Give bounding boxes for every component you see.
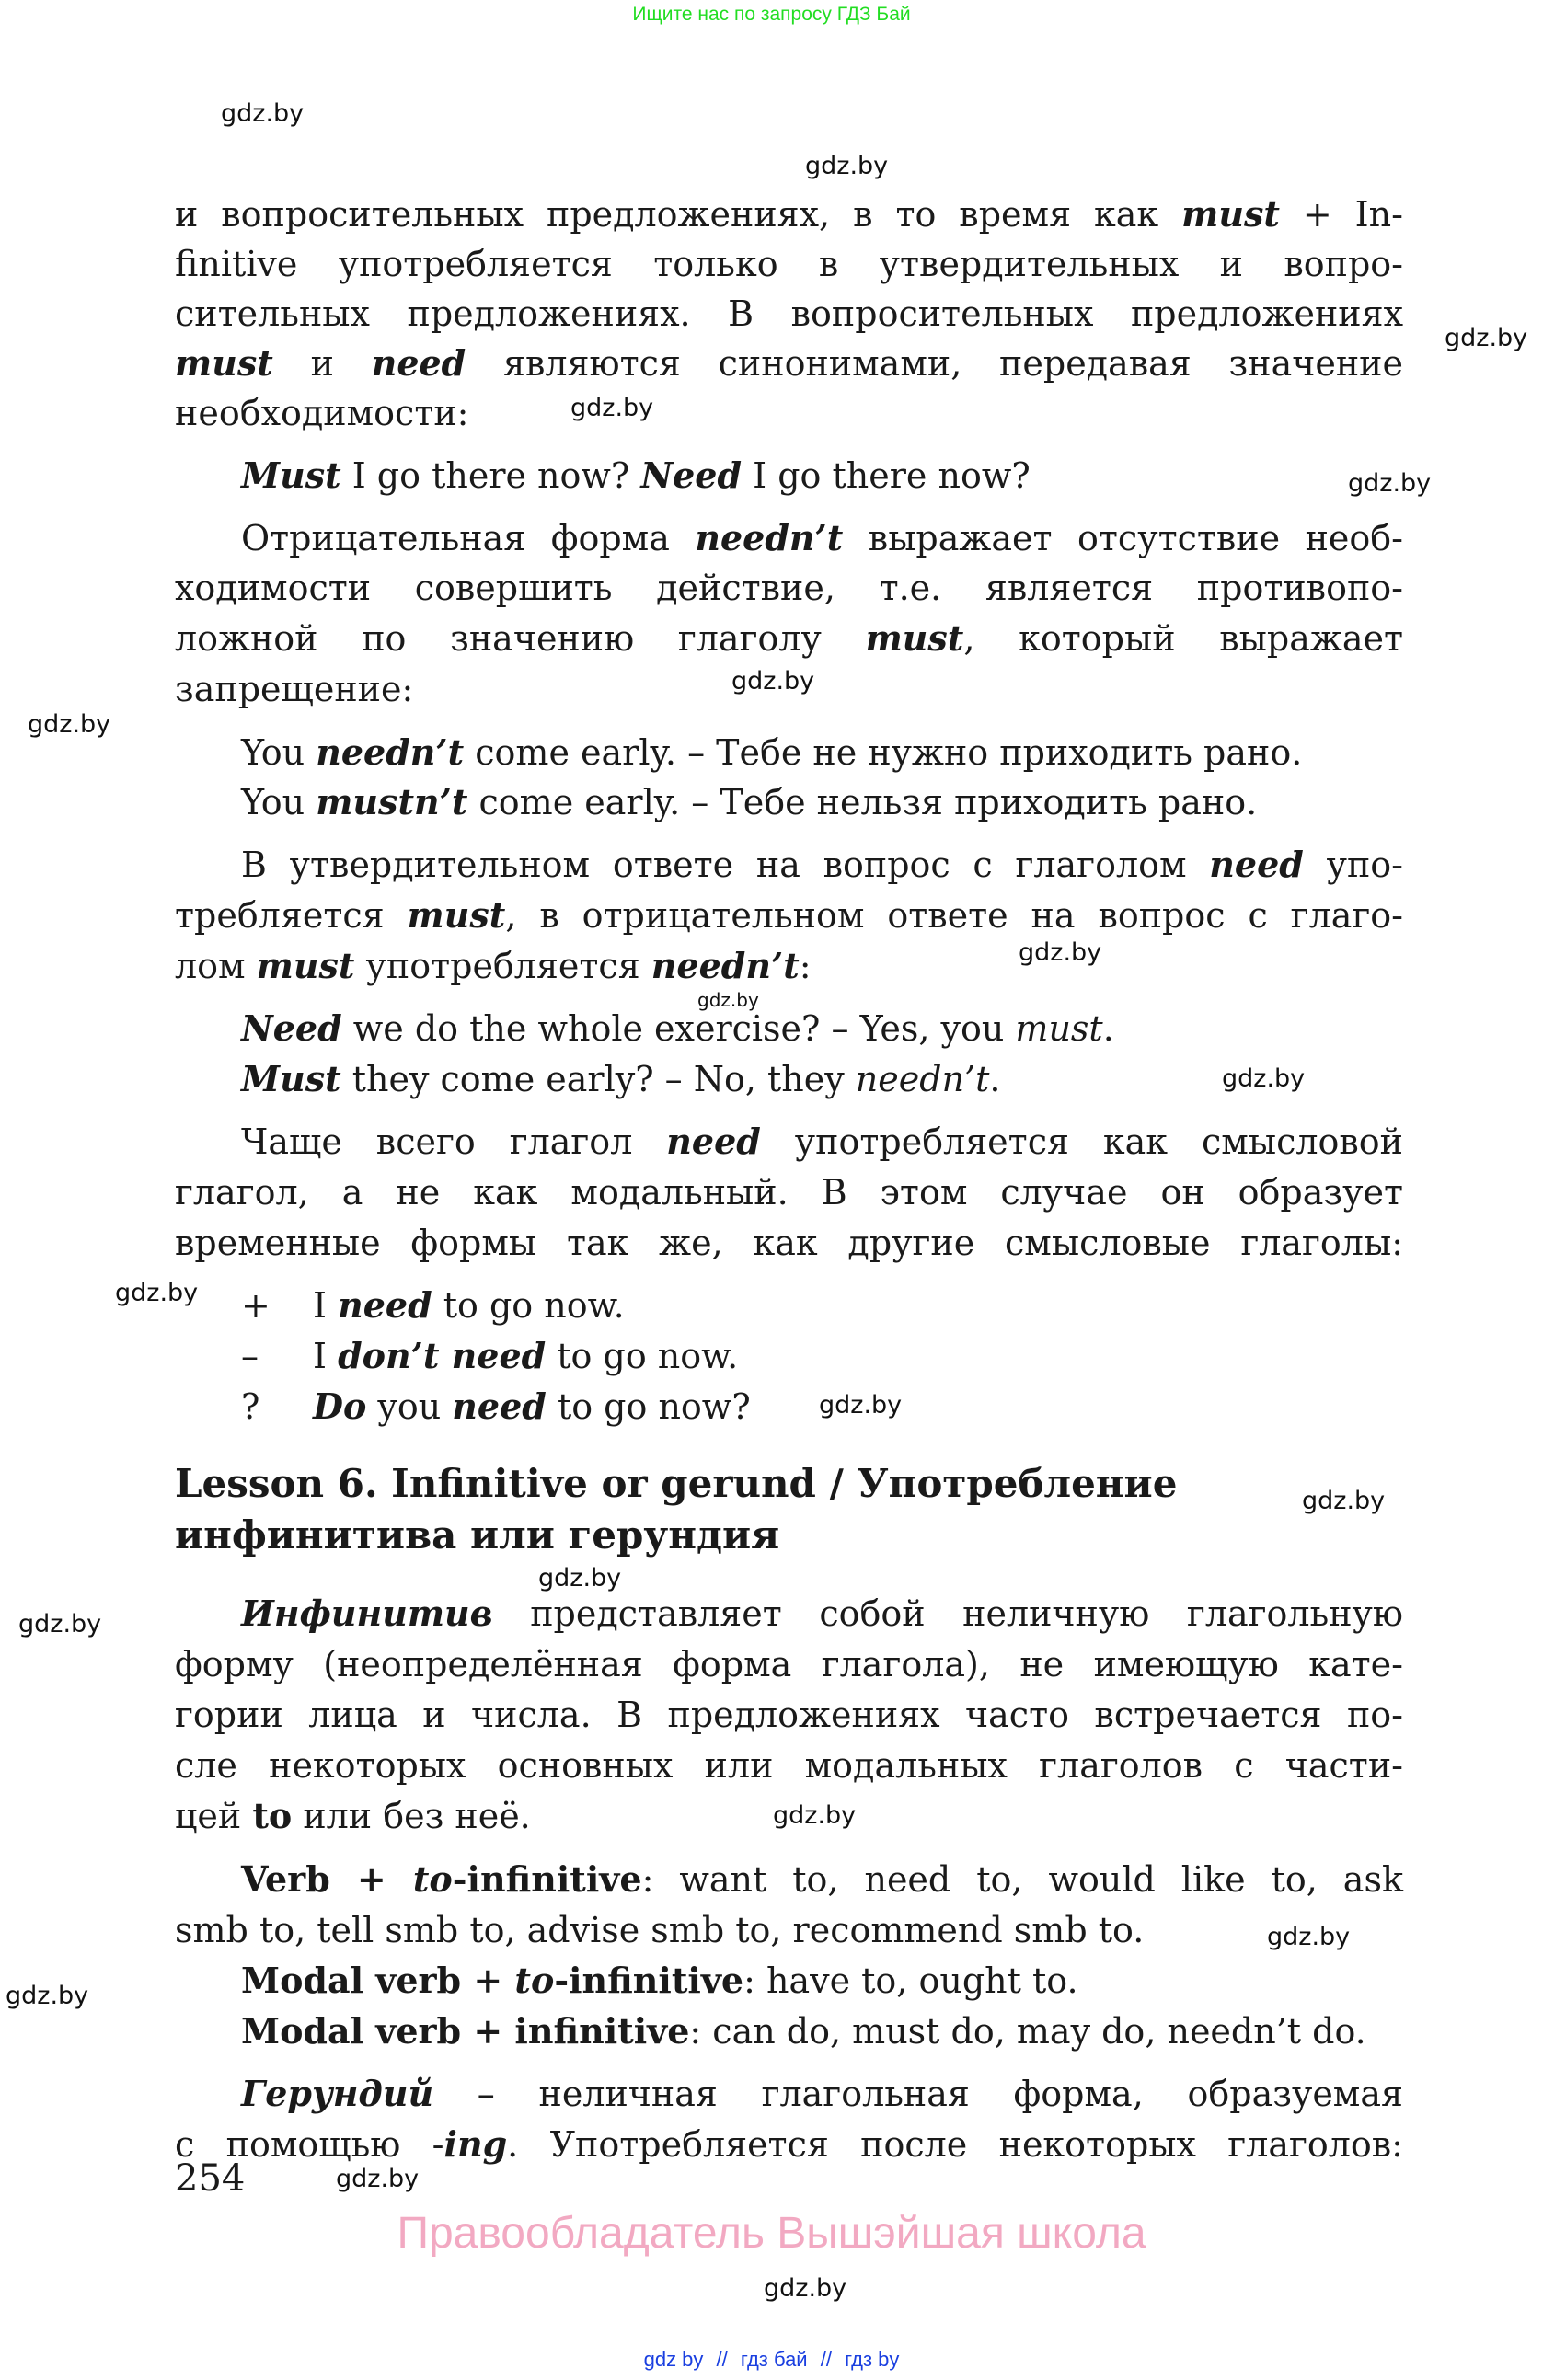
paragraph-line: запрещение: xyxy=(175,669,414,709)
example-sentence: Must they come early? – No, they needn’t. xyxy=(241,1058,1001,1099)
watermark: gdz.by xyxy=(6,1982,89,2010)
example-sentence: You mustn’t come early. – Тебе нельзя приходить рано. xyxy=(241,781,1258,822)
watermark: gdz.by xyxy=(538,1564,622,1592)
watermark: gdz.by xyxy=(1222,1064,1306,1093)
rule-verb-to-infinitive: Verb + to-infinitive: want to, need to, would like to, ask xyxy=(241,1858,1403,1900)
footer-link-gdz-by-cyr[interactable]: гдз by xyxy=(845,2348,900,2371)
watermark: gdz.by xyxy=(1019,938,1102,967)
paragraph-line: необходимости: xyxy=(175,393,469,433)
footer-links xyxy=(0,2348,1543,2372)
watermark: gdz.by xyxy=(731,667,815,696)
form-example: Do you need to go now? xyxy=(313,1385,751,1427)
paragraph-line: сительных предложениях. В вопросительных предложениях xyxy=(175,293,1403,334)
paragraph-line: и вопросительных предложениях, в то время как must + In- xyxy=(175,193,1403,235)
paragraph-line: сле некоторых основных или модальных глаголов с части- xyxy=(175,1745,1403,1786)
footer-link-gdz-bai[interactable]: гдз бай xyxy=(740,2348,808,2371)
example-sentence: Must I go there now? Need I go there now? xyxy=(241,454,1031,496)
search-banner: Ищите нас по запросу ГДЗ Бай xyxy=(632,4,911,25)
rule-verb-to-infinitive-cont: smb to, tell smb to, advise smb to, recommend smb to. xyxy=(175,1910,1145,1950)
paragraph-line: лом must употребляется needn’t: xyxy=(175,945,812,986)
watermark: gdz.by xyxy=(819,1391,903,1420)
watermark: gdz.by xyxy=(28,710,111,739)
watermark: gdz.by xyxy=(18,1610,102,1638)
rule-modal-to-infinitive: Modal verb + to-infinitive: have to, ought to. xyxy=(241,1960,1078,2001)
watermark: gdz.by xyxy=(805,152,889,180)
paragraph-line: must и need являются синонимами, передавая значение xyxy=(175,342,1403,384)
paragraph-line: Герундий – неличная глагольная форма, образуемая xyxy=(241,2073,1403,2114)
paragraph-line: В утвердительном ответе на вопрос с глаголом need упо- xyxy=(241,844,1403,885)
paragraph-line: Отрицательная форма needn’t выражает отсутствие необ- xyxy=(241,517,1403,558)
paragraph-line: с помощью -ing. Употребляется после некоторых глаголов: xyxy=(175,2123,1403,2165)
watermark: gdz.by xyxy=(697,989,759,1011)
paragraph-line: цей to или без неё. xyxy=(175,1795,531,1836)
paragraph-line: гории лица и числа. В предложениях часто встречается по- xyxy=(175,1695,1403,1735)
paragraph-line: Чаще всего глагол need употребляется как смысловой xyxy=(241,1121,1403,1162)
watermark: gdz.by xyxy=(570,394,654,422)
paragraph-line: finitive употребляется только в утвердительных и вопро- xyxy=(175,244,1403,284)
negative-symbol: – xyxy=(241,1336,259,1376)
paragraph-line: глагол, а не как модальный. В этом случае он образует xyxy=(175,1172,1403,1213)
paragraph-line: Инфинитив представляет собой неличную глагольную xyxy=(241,1592,1403,1634)
watermark: gdz.by xyxy=(1267,1923,1351,1951)
example-sentence: Need we do the whole exercise? – Yes, you must. xyxy=(241,1007,1114,1049)
watermark: gdz.by xyxy=(764,2274,847,2303)
watermark: gdz.by xyxy=(336,2165,420,2193)
paragraph-line: требляется must, в отрицательном ответе на вопрос с глаго- xyxy=(175,894,1404,936)
watermark: gdz.by xyxy=(1302,1487,1386,1515)
watermark: gdz.by xyxy=(1348,469,1432,498)
footer-separator: // xyxy=(820,2348,832,2371)
watermark: gdz.by xyxy=(115,1279,199,1307)
paragraph-line: форму (неопределённая форма глагола), не имеющую кате- xyxy=(175,1644,1403,1684)
paragraph-line: временные формы так же, как другие смысловые глаголы: xyxy=(175,1223,1403,1263)
watermark: gdz.by xyxy=(773,1801,857,1830)
watermark: gdz.by xyxy=(221,99,305,128)
paragraph-line: ложной по значению глаголу must, который выражает xyxy=(175,617,1404,659)
form-example: I don’t need to go now. xyxy=(313,1335,739,1376)
question-symbol: ? xyxy=(241,1386,260,1427)
lesson-heading-line2: инфинитива или герундия xyxy=(175,1512,780,1558)
footer-separator: // xyxy=(716,2348,728,2371)
copyright-notice: Правообладатель Вышэйшая школа xyxy=(397,2209,1146,2258)
watermark: gdz.by xyxy=(1445,324,1528,352)
footer-link-gdz-by[interactable]: gdz by xyxy=(643,2348,704,2371)
form-example: I need to go now. xyxy=(313,1284,625,1326)
affirmative-symbol: + xyxy=(241,1285,271,1326)
paragraph-line: ходимости совершить действие, т.е. является противопо- xyxy=(175,568,1403,608)
lesson-heading-line1: Lesson 6. Infinitive or gerund / Употребление xyxy=(175,1461,1178,1506)
rule-modal-infinitive: Modal verb + infinitive: can do, must do, may do, needn’t do. xyxy=(241,2010,1366,2052)
example-sentence: You needn’t come early. – Тебе не нужно приходить рано. xyxy=(241,731,1303,773)
page-number: 254 xyxy=(175,2157,246,2200)
